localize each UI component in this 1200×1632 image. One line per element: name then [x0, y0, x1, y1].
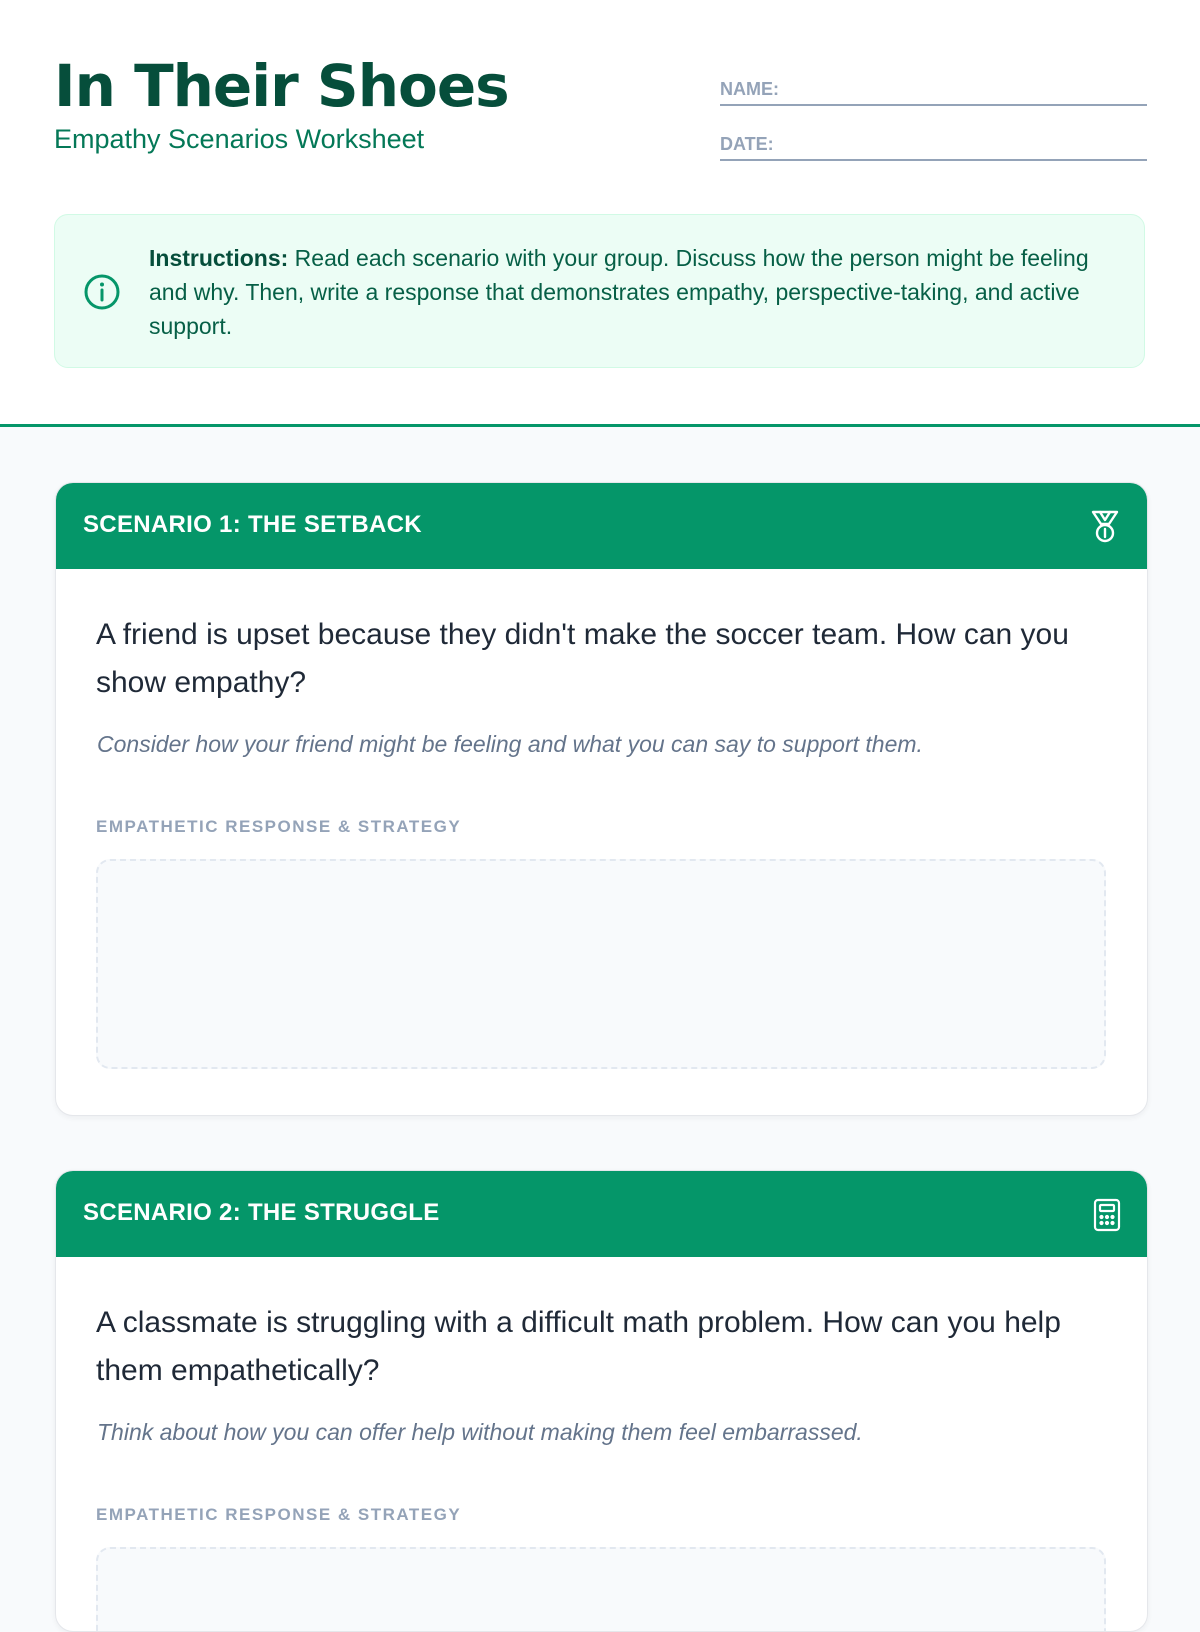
scenario-hint: Think about how you can offer help without making them feel embarrassed.: [97, 1419, 863, 1445]
name-field[interactable]: [720, 74, 1147, 106]
response-label: EMPATHETIC RESPONSE & STRATEGY: [96, 1505, 462, 1524]
medal-icon: [1089, 510, 1121, 549]
calculator-icon: [1093, 1198, 1121, 1237]
worksheet-header: [0, 0, 1200, 427]
scenario-card: [55, 482, 1148, 1116]
scenario-title: SCENARIO 1: THE SETBACK: [83, 511, 422, 538]
page-title: In Their Shoes: [54, 52, 509, 120]
scenario-prompt: A classmate is struggling with a difficult math problem. How can you help them empathetically?: [96, 1306, 1061, 1387]
info-circle-icon: [83, 273, 121, 316]
scenario-prompt: A friend is upset because they didn't make the soccer team. How can you show empathy?: [96, 618, 1069, 699]
name-label: NAME:: [720, 79, 779, 99]
scenario-title: SCENARIO 2: THE STRUGGLE: [83, 1199, 440, 1226]
date-label: DATE:: [720, 134, 774, 154]
instructions-text: [149, 241, 1109, 343]
instructions-body: Read each scenario with your group. Discuss how the person might be feeling and why. Then, write a response that demonstrates empathy, perspective-taking, and active support.: [149, 245, 1089, 339]
instructions-box: [54, 214, 1145, 368]
scenario-hint: Consider how your friend might be feeling and what you can say to support them.: [97, 731, 923, 757]
response-label: EMPATHETIC RESPONSE & STRATEGY: [96, 817, 462, 836]
scenario-header: [56, 1171, 1147, 1257]
response-textarea[interactable]: [96, 1547, 1106, 1632]
scenario-header: [56, 483, 1147, 569]
response-textarea[interactable]: [96, 859, 1106, 1069]
page-subtitle: Empathy Scenarios Worksheet: [54, 124, 425, 154]
date-field[interactable]: [720, 129, 1147, 161]
instructions-lead: Instructions:: [149, 245, 289, 271]
scenario-card: [55, 1170, 1148, 1632]
